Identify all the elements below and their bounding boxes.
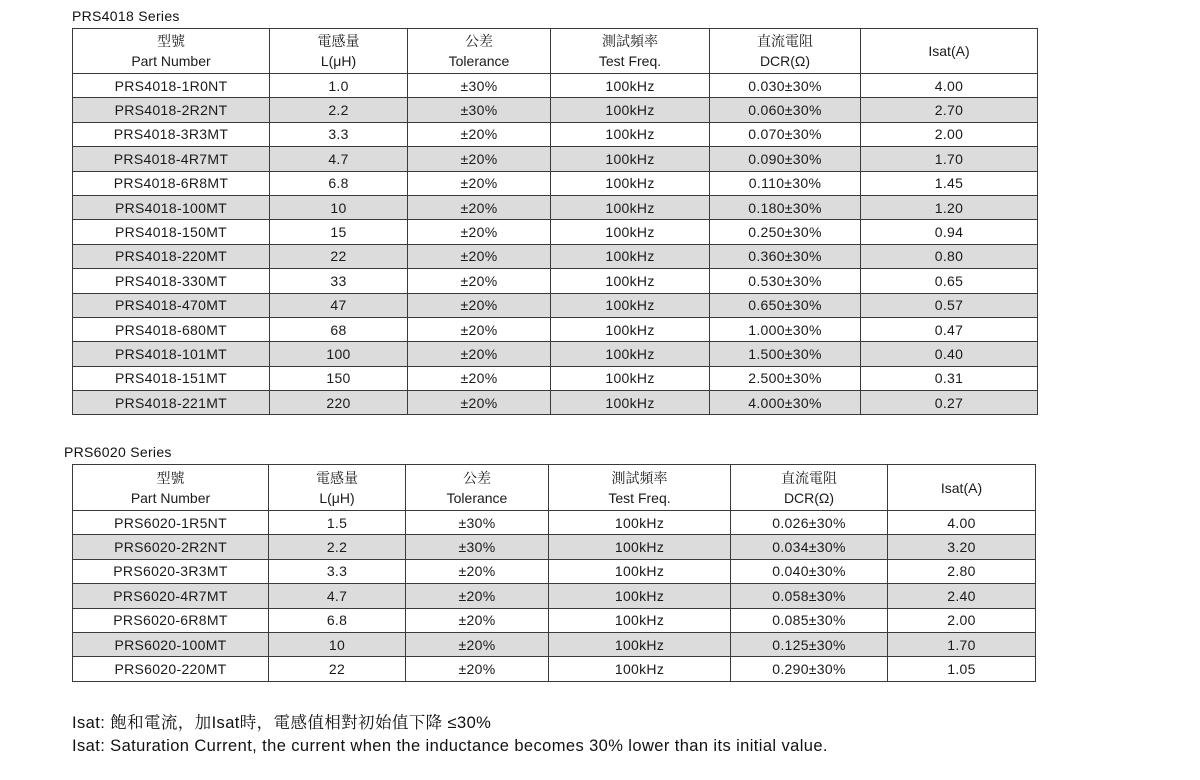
cell-isat: 1.70 xyxy=(888,632,1036,656)
cell-tolerance: ±20% xyxy=(408,195,551,219)
series-title-prs6020: PRS6020 Series xyxy=(64,444,172,460)
table-row xyxy=(73,244,1038,268)
cell-test-freq: 100kHz xyxy=(551,122,710,146)
cell-inductance: 33 xyxy=(270,269,408,293)
cell-isat: 0.94 xyxy=(861,220,1038,244)
cell-test-freq: 100kHz xyxy=(551,342,710,366)
cell-isat: 2.70 xyxy=(861,98,1038,122)
cell-part-number: PRS4018-2R2NT xyxy=(73,98,270,122)
cell-tolerance: ±30% xyxy=(406,511,549,535)
cell-inductance: 3.3 xyxy=(269,559,406,583)
header-isat: Isat(A) xyxy=(888,465,1036,511)
table-header-row xyxy=(73,465,1036,511)
cell-part-number: PRS4018-680MT xyxy=(73,317,270,341)
cell-dcr: 4.000±30% xyxy=(710,391,861,415)
cell-test-freq: 100kHz xyxy=(549,559,731,583)
cell-inductance: 68 xyxy=(270,317,408,341)
cell-tolerance: ±20% xyxy=(408,293,551,317)
cell-test-freq: 100kHz xyxy=(551,244,710,268)
cell-tolerance: ±20% xyxy=(408,244,551,268)
cell-test-freq: 100kHz xyxy=(551,317,710,341)
cell-isat: 0.47 xyxy=(861,317,1038,341)
cell-inductance: 2.2 xyxy=(270,98,408,122)
table-row xyxy=(73,98,1038,122)
cell-dcr: 0.250±30% xyxy=(710,220,861,244)
cell-part-number: PRS4018-151MT xyxy=(73,366,270,390)
cell-isat: 3.20 xyxy=(888,535,1036,559)
cell-dcr: 1.000±30% xyxy=(710,317,861,341)
cell-dcr: 0.360±30% xyxy=(710,244,861,268)
table-row xyxy=(73,147,1038,171)
cell-inductance: 2.2 xyxy=(269,535,406,559)
cell-dcr: 0.058±30% xyxy=(731,584,888,608)
cell-test-freq: 100kHz xyxy=(551,147,710,171)
cell-tolerance: ±20% xyxy=(408,147,551,171)
cell-inductance: 100 xyxy=(270,342,408,366)
table-row xyxy=(73,74,1038,98)
cell-isat: 2.80 xyxy=(888,559,1036,583)
series-title-prs4018: PRS4018 Series xyxy=(72,8,180,24)
cell-part-number: PRS4018-101MT xyxy=(73,342,270,366)
header-tolerance: 公差 Tolerance xyxy=(406,465,549,511)
cell-tolerance: ±20% xyxy=(408,171,551,195)
table-row xyxy=(73,584,1036,608)
cell-inductance: 10 xyxy=(270,195,408,219)
cell-isat: 2.00 xyxy=(888,608,1036,632)
table-body-prs6020 xyxy=(73,511,1036,682)
cell-dcr: 0.110±30% xyxy=(710,171,861,195)
cell-test-freq: 100kHz xyxy=(549,608,731,632)
cell-part-number: PRS6020-1R5NT xyxy=(73,511,269,535)
note-isat-english: Isat: Saturation Current, the current when the inductance becomes 30% lower than its initial value. xyxy=(72,737,828,755)
cell-tolerance: ±20% xyxy=(406,559,549,583)
header-test-freq: 測試頻率 Test Freq. xyxy=(549,465,731,511)
table-row xyxy=(73,511,1036,535)
cell-inductance: 47 xyxy=(270,293,408,317)
table-row xyxy=(73,220,1038,244)
cell-part-number: PRS4018-6R8MT xyxy=(73,171,270,195)
cell-inductance: 6.8 xyxy=(269,608,406,632)
cell-part-number: PRS6020-3R3MT xyxy=(73,559,269,583)
cell-dcr: 0.530±30% xyxy=(710,269,861,293)
table-row xyxy=(73,559,1036,583)
table-row xyxy=(73,391,1038,415)
cell-dcr: 2.500±30% xyxy=(710,366,861,390)
header-tolerance: 公差 Tolerance xyxy=(408,29,551,74)
cell-isat: 0.80 xyxy=(861,244,1038,268)
cell-dcr: 0.125±30% xyxy=(731,632,888,656)
cell-test-freq: 100kHz xyxy=(551,220,710,244)
cell-inductance: 1.0 xyxy=(270,74,408,98)
cell-part-number: PRS4018-150MT xyxy=(73,220,270,244)
cell-isat: 0.31 xyxy=(861,366,1038,390)
header-test-freq: 測試頻率 Test Freq. xyxy=(551,29,710,74)
cell-inductance: 22 xyxy=(270,244,408,268)
table-row xyxy=(73,608,1036,632)
cell-isat: 0.65 xyxy=(861,269,1038,293)
cell-inductance: 4.7 xyxy=(269,584,406,608)
cell-test-freq: 100kHz xyxy=(551,391,710,415)
table-row xyxy=(73,632,1036,656)
cell-tolerance: ±20% xyxy=(408,122,551,146)
cell-tolerance: ±20% xyxy=(406,608,549,632)
cell-test-freq: 100kHz xyxy=(551,74,710,98)
cell-tolerance: ±20% xyxy=(408,391,551,415)
cell-tolerance: ±20% xyxy=(406,632,549,656)
cell-dcr: 0.085±30% xyxy=(731,608,888,632)
cell-inductance: 3.3 xyxy=(270,122,408,146)
cell-tolerance: ±20% xyxy=(408,317,551,341)
cell-test-freq: 100kHz xyxy=(549,584,731,608)
spec-table-prs6020 xyxy=(72,464,1036,682)
cell-dcr: 0.040±30% xyxy=(731,559,888,583)
cell-part-number: PRS4018-220MT xyxy=(73,244,270,268)
cell-dcr: 0.060±30% xyxy=(710,98,861,122)
cell-part-number: PRS4018-1R0NT xyxy=(73,74,270,98)
cell-tolerance: ±30% xyxy=(406,535,549,559)
cell-part-number: PRS4018-4R7MT xyxy=(73,147,270,171)
table-row xyxy=(73,342,1038,366)
cell-dcr: 0.070±30% xyxy=(710,122,861,146)
cell-part-number: PRS6020-4R7MT xyxy=(73,584,269,608)
cell-isat: 4.00 xyxy=(888,511,1036,535)
table-body-prs4018 xyxy=(73,74,1038,415)
cell-inductance: 15 xyxy=(270,220,408,244)
cell-test-freq: 100kHz xyxy=(549,511,731,535)
header-part-number: 型號 Part Number xyxy=(73,29,270,74)
cell-part-number: PRS4018-221MT xyxy=(73,391,270,415)
cell-dcr: 0.650±30% xyxy=(710,293,861,317)
cell-isat: 2.00 xyxy=(861,122,1038,146)
cell-test-freq: 100kHz xyxy=(551,98,710,122)
cell-isat: 1.05 xyxy=(888,657,1036,681)
cell-test-freq: 100kHz xyxy=(551,293,710,317)
header-part-number: 型號 Part Number xyxy=(73,465,269,511)
cell-inductance: 220 xyxy=(270,391,408,415)
cell-isat: 1.45 xyxy=(861,171,1038,195)
cell-test-freq: 100kHz xyxy=(549,657,731,681)
table-row xyxy=(73,171,1038,195)
table-header-row xyxy=(73,29,1038,74)
cell-part-number: PRS6020-6R8MT xyxy=(73,608,269,632)
cell-test-freq: 100kHz xyxy=(551,366,710,390)
cell-test-freq: 100kHz xyxy=(549,632,731,656)
table-row xyxy=(73,122,1038,146)
cell-isat: 0.57 xyxy=(861,293,1038,317)
cell-part-number: PRS6020-2R2NT xyxy=(73,535,269,559)
cell-part-number: PRS4018-330MT xyxy=(73,269,270,293)
cell-part-number: PRS4018-100MT xyxy=(73,195,270,219)
table-row xyxy=(73,657,1036,681)
cell-part-number: PRS4018-470MT xyxy=(73,293,270,317)
cell-inductance: 10 xyxy=(269,632,406,656)
cell-tolerance: ±30% xyxy=(408,74,551,98)
cell-isat: 0.27 xyxy=(861,391,1038,415)
cell-dcr: 0.034±30% xyxy=(731,535,888,559)
cell-dcr: 0.030±30% xyxy=(710,74,861,98)
table-row xyxy=(73,317,1038,341)
cell-test-freq: 100kHz xyxy=(551,195,710,219)
note-isat-chinese: Isat: 飽和電流，加Isat時，電感值相對初始值下降 ≤30% xyxy=(72,714,492,732)
spec-table-prs4018 xyxy=(72,28,1038,415)
header-dcr: 直流電阻 DCR(Ω) xyxy=(731,465,888,511)
cell-inductance: 150 xyxy=(270,366,408,390)
cell-tolerance: ±20% xyxy=(408,220,551,244)
table-row xyxy=(73,535,1036,559)
cell-test-freq: 100kHz xyxy=(549,535,731,559)
cell-test-freq: 100kHz xyxy=(551,269,710,293)
cell-inductance: 6.8 xyxy=(270,171,408,195)
cell-dcr: 0.180±30% xyxy=(710,195,861,219)
table-row xyxy=(73,195,1038,219)
cell-part-number: PRS6020-100MT xyxy=(73,632,269,656)
header-isat: Isat(A) xyxy=(861,29,1038,74)
cell-part-number: PRS4018-3R3MT xyxy=(73,122,270,146)
table-row xyxy=(73,293,1038,317)
cell-isat: 2.40 xyxy=(888,584,1036,608)
header-inductance: 電感量 L(μH) xyxy=(270,29,408,74)
cell-dcr: 0.026±30% xyxy=(731,511,888,535)
cell-tolerance: ±20% xyxy=(406,657,549,681)
table-row xyxy=(73,366,1038,390)
cell-tolerance: ±20% xyxy=(408,269,551,293)
header-inductance: 電感量 L(μH) xyxy=(269,465,406,511)
cell-tolerance: ±30% xyxy=(408,98,551,122)
cell-isat: 0.40 xyxy=(861,342,1038,366)
cell-dcr: 1.500±30% xyxy=(710,342,861,366)
cell-dcr: 0.090±30% xyxy=(710,147,861,171)
cell-isat: 1.20 xyxy=(861,195,1038,219)
cell-test-freq: 100kHz xyxy=(551,171,710,195)
cell-tolerance: ±20% xyxy=(408,342,551,366)
table-row xyxy=(73,269,1038,293)
cell-inductance: 4.7 xyxy=(270,147,408,171)
cell-isat: 4.00 xyxy=(861,74,1038,98)
cell-inductance: 1.5 xyxy=(269,511,406,535)
cell-tolerance: ±20% xyxy=(406,584,549,608)
header-dcr: 直流電阻 DCR(Ω) xyxy=(710,29,861,74)
cell-dcr: 0.290±30% xyxy=(731,657,888,681)
cell-inductance: 22 xyxy=(269,657,406,681)
cell-part-number: PRS6020-220MT xyxy=(73,657,269,681)
cell-isat: 1.70 xyxy=(861,147,1038,171)
cell-tolerance: ±20% xyxy=(408,366,551,390)
